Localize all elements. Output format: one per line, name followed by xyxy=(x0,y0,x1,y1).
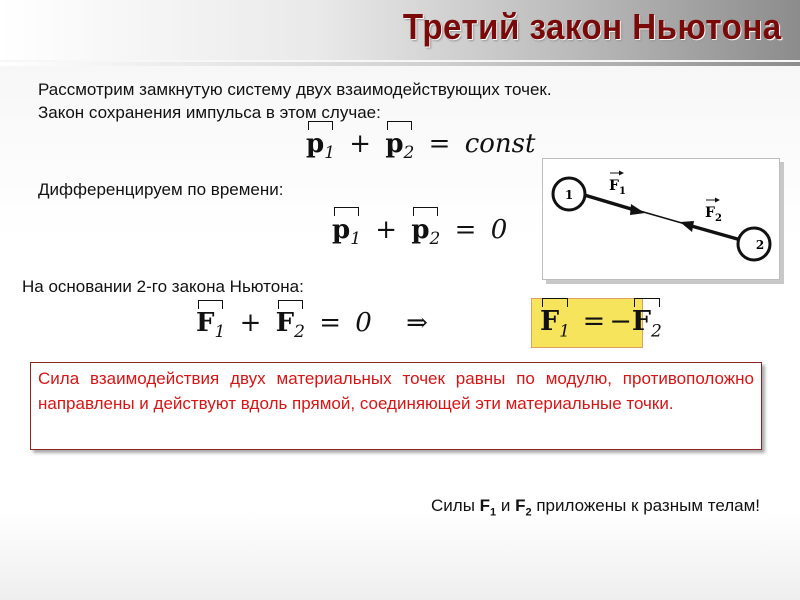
footer-note xyxy=(431,496,760,518)
vector-f2: $F_2$ xyxy=(275,308,305,343)
force-1-arrowhead xyxy=(630,204,645,215)
intro-line-1: Рассмотрим замкнутую систему двух взаимодействующих точек. xyxy=(38,80,552,99)
vector-f1: $F_1$ xyxy=(196,308,226,343)
plus-sign: + xyxy=(349,129,372,159)
vector-p2: $p_2$ xyxy=(385,129,415,164)
interaction-diagram xyxy=(542,158,780,280)
force-2-subscript: 2 xyxy=(715,213,722,224)
second-law-label: На основании 2-го закона Ньютона: xyxy=(22,277,304,296)
force-1-vector-tip xyxy=(619,171,624,176)
interaction-diagram-svg xyxy=(543,159,779,279)
formula-rhs: const xyxy=(464,129,536,159)
equals-sign: = xyxy=(454,215,477,245)
formula-rhs: 0 xyxy=(490,215,508,245)
equals-sign: = xyxy=(319,308,341,338)
vector-p1: $p_1$ xyxy=(306,129,336,164)
vector-p1-dot: $p_1$ xyxy=(332,215,362,250)
formula-rhs: 0 xyxy=(355,308,372,338)
plus-sign: + xyxy=(239,308,262,338)
force-1-shaft xyxy=(581,194,638,211)
momentum-conservation-formula xyxy=(306,129,535,163)
slide-title: Третий закон Ньютона xyxy=(403,6,782,47)
force-sum-formula xyxy=(196,308,434,342)
point-2-circle xyxy=(738,228,770,260)
force-2-label: F xyxy=(705,205,715,221)
title-rule xyxy=(0,62,800,66)
plus-sign: + xyxy=(375,215,398,245)
force-1-subscript: 1 xyxy=(619,186,626,197)
force-2-arrowhead xyxy=(680,221,694,232)
implies-arrow: ⇒ xyxy=(406,308,428,338)
footer-text-start: Силы xyxy=(431,496,480,515)
equals-sign: = xyxy=(582,306,606,337)
footer-force-1: $F_1$ xyxy=(479,496,497,519)
force-2-vector-tip xyxy=(715,198,720,203)
intro-line-2: Закон сохранения импульса в этом случае: xyxy=(38,103,381,122)
third-law-formula xyxy=(540,306,662,341)
third-law-statement: Сила взаимодействия двух материальных точек равны по модулю, противоположно направлены и действуют вдоль прямой, соединяющей эти материальные точки. xyxy=(30,362,762,450)
point-1-label: 1 xyxy=(564,188,574,202)
footer-text-mid: и xyxy=(496,496,516,515)
differentiate-label: Дифференцируем по времени: xyxy=(38,180,284,199)
minus-sign: − xyxy=(609,306,632,337)
footer-text-end: приложены к разным телам! xyxy=(531,496,760,515)
result-highlight-box xyxy=(531,298,662,348)
vector-f1: $F_1$ xyxy=(540,306,570,342)
equals-sign: = xyxy=(428,129,451,159)
vector-p2-dot: $p_2$ xyxy=(411,215,441,250)
point-2-label: 2 xyxy=(755,238,765,252)
derivative-formula xyxy=(332,215,507,249)
force-1-label: F xyxy=(609,178,619,194)
vector-f2: $F_2$ xyxy=(631,306,662,342)
footer-force-2: $F_2$ xyxy=(515,496,532,519)
